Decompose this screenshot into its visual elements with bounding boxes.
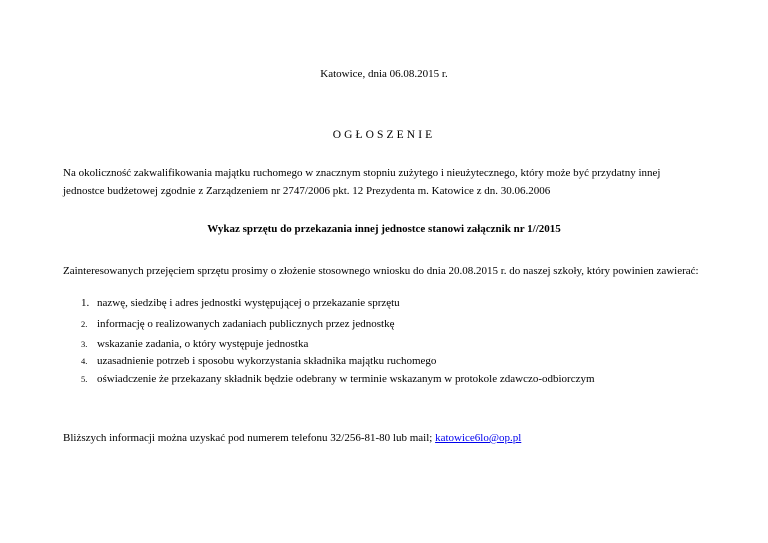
list-item-number: 3. (81, 339, 88, 349)
list-item-number: 4. (81, 356, 88, 366)
list-item-number: 1. (81, 297, 90, 309)
equipment-list-heading: Wykaz sprzętu do przekazania innej jednostce stanowi załącznik nr 1//2015 (207, 223, 561, 235)
place-date: Katowice, dnia 06.08.2015 r. (320, 68, 448, 80)
contact-paragraph (63, 432, 521, 445)
request-paragraph: Zainteresowanych przejęciem sprzętu prosimy o złożenie stosownego wniosku do dnia 20.08.2015 r. do naszej szkoły, który powinien zawierać: (63, 265, 699, 277)
list-item-text: oświadczenie że przekazany składnik będzie odebrany w terminie wskazanym w protokole zdawczo-odbiorczym (97, 373, 595, 385)
list-item-number: 5. (81, 374, 88, 384)
list-item (81, 297, 400, 310)
list-item (81, 373, 595, 386)
announcement-title: OGŁOSZENIE (332, 129, 436, 141)
intro-paragraph-line-2: jednostce budżetowej zgodnie z Zarządzeniem nr 2747/2006 pkt. 12 Prezydenta m. Katowice z dn. 30.06.2006 (63, 185, 551, 197)
intro-paragraph-line-1: Na okoliczność zakwalifikowania majątku ruchomego w znacznym stopniu zużytego i nieużytecznego, który może być przydatny innej (63, 167, 661, 179)
list-item-number: 2. (81, 319, 88, 329)
list-item (81, 338, 308, 351)
list-item (81, 318, 394, 331)
email-link[interactable]: katowice6lo@op.pl (435, 432, 522, 444)
list-item (81, 355, 436, 368)
list-item-text: informację o realizowanych zadaniach publicznych przez jednostkę (97, 318, 395, 330)
list-item-text: uzasadnienie potrzeb i sposobu wykorzystania składnika majątku ruchomego (97, 355, 437, 367)
contact-text: Bliższych informacji można uzyskać pod numerem telefonu 32/256-81-80 lub mail; (63, 432, 436, 444)
list-item-text: nazwę, siedzibę i adres jednostki występującej o przekazanie sprzętu (97, 297, 400, 309)
list-item-text: wskazanie zadania, o który występuje jednostka (97, 338, 309, 350)
